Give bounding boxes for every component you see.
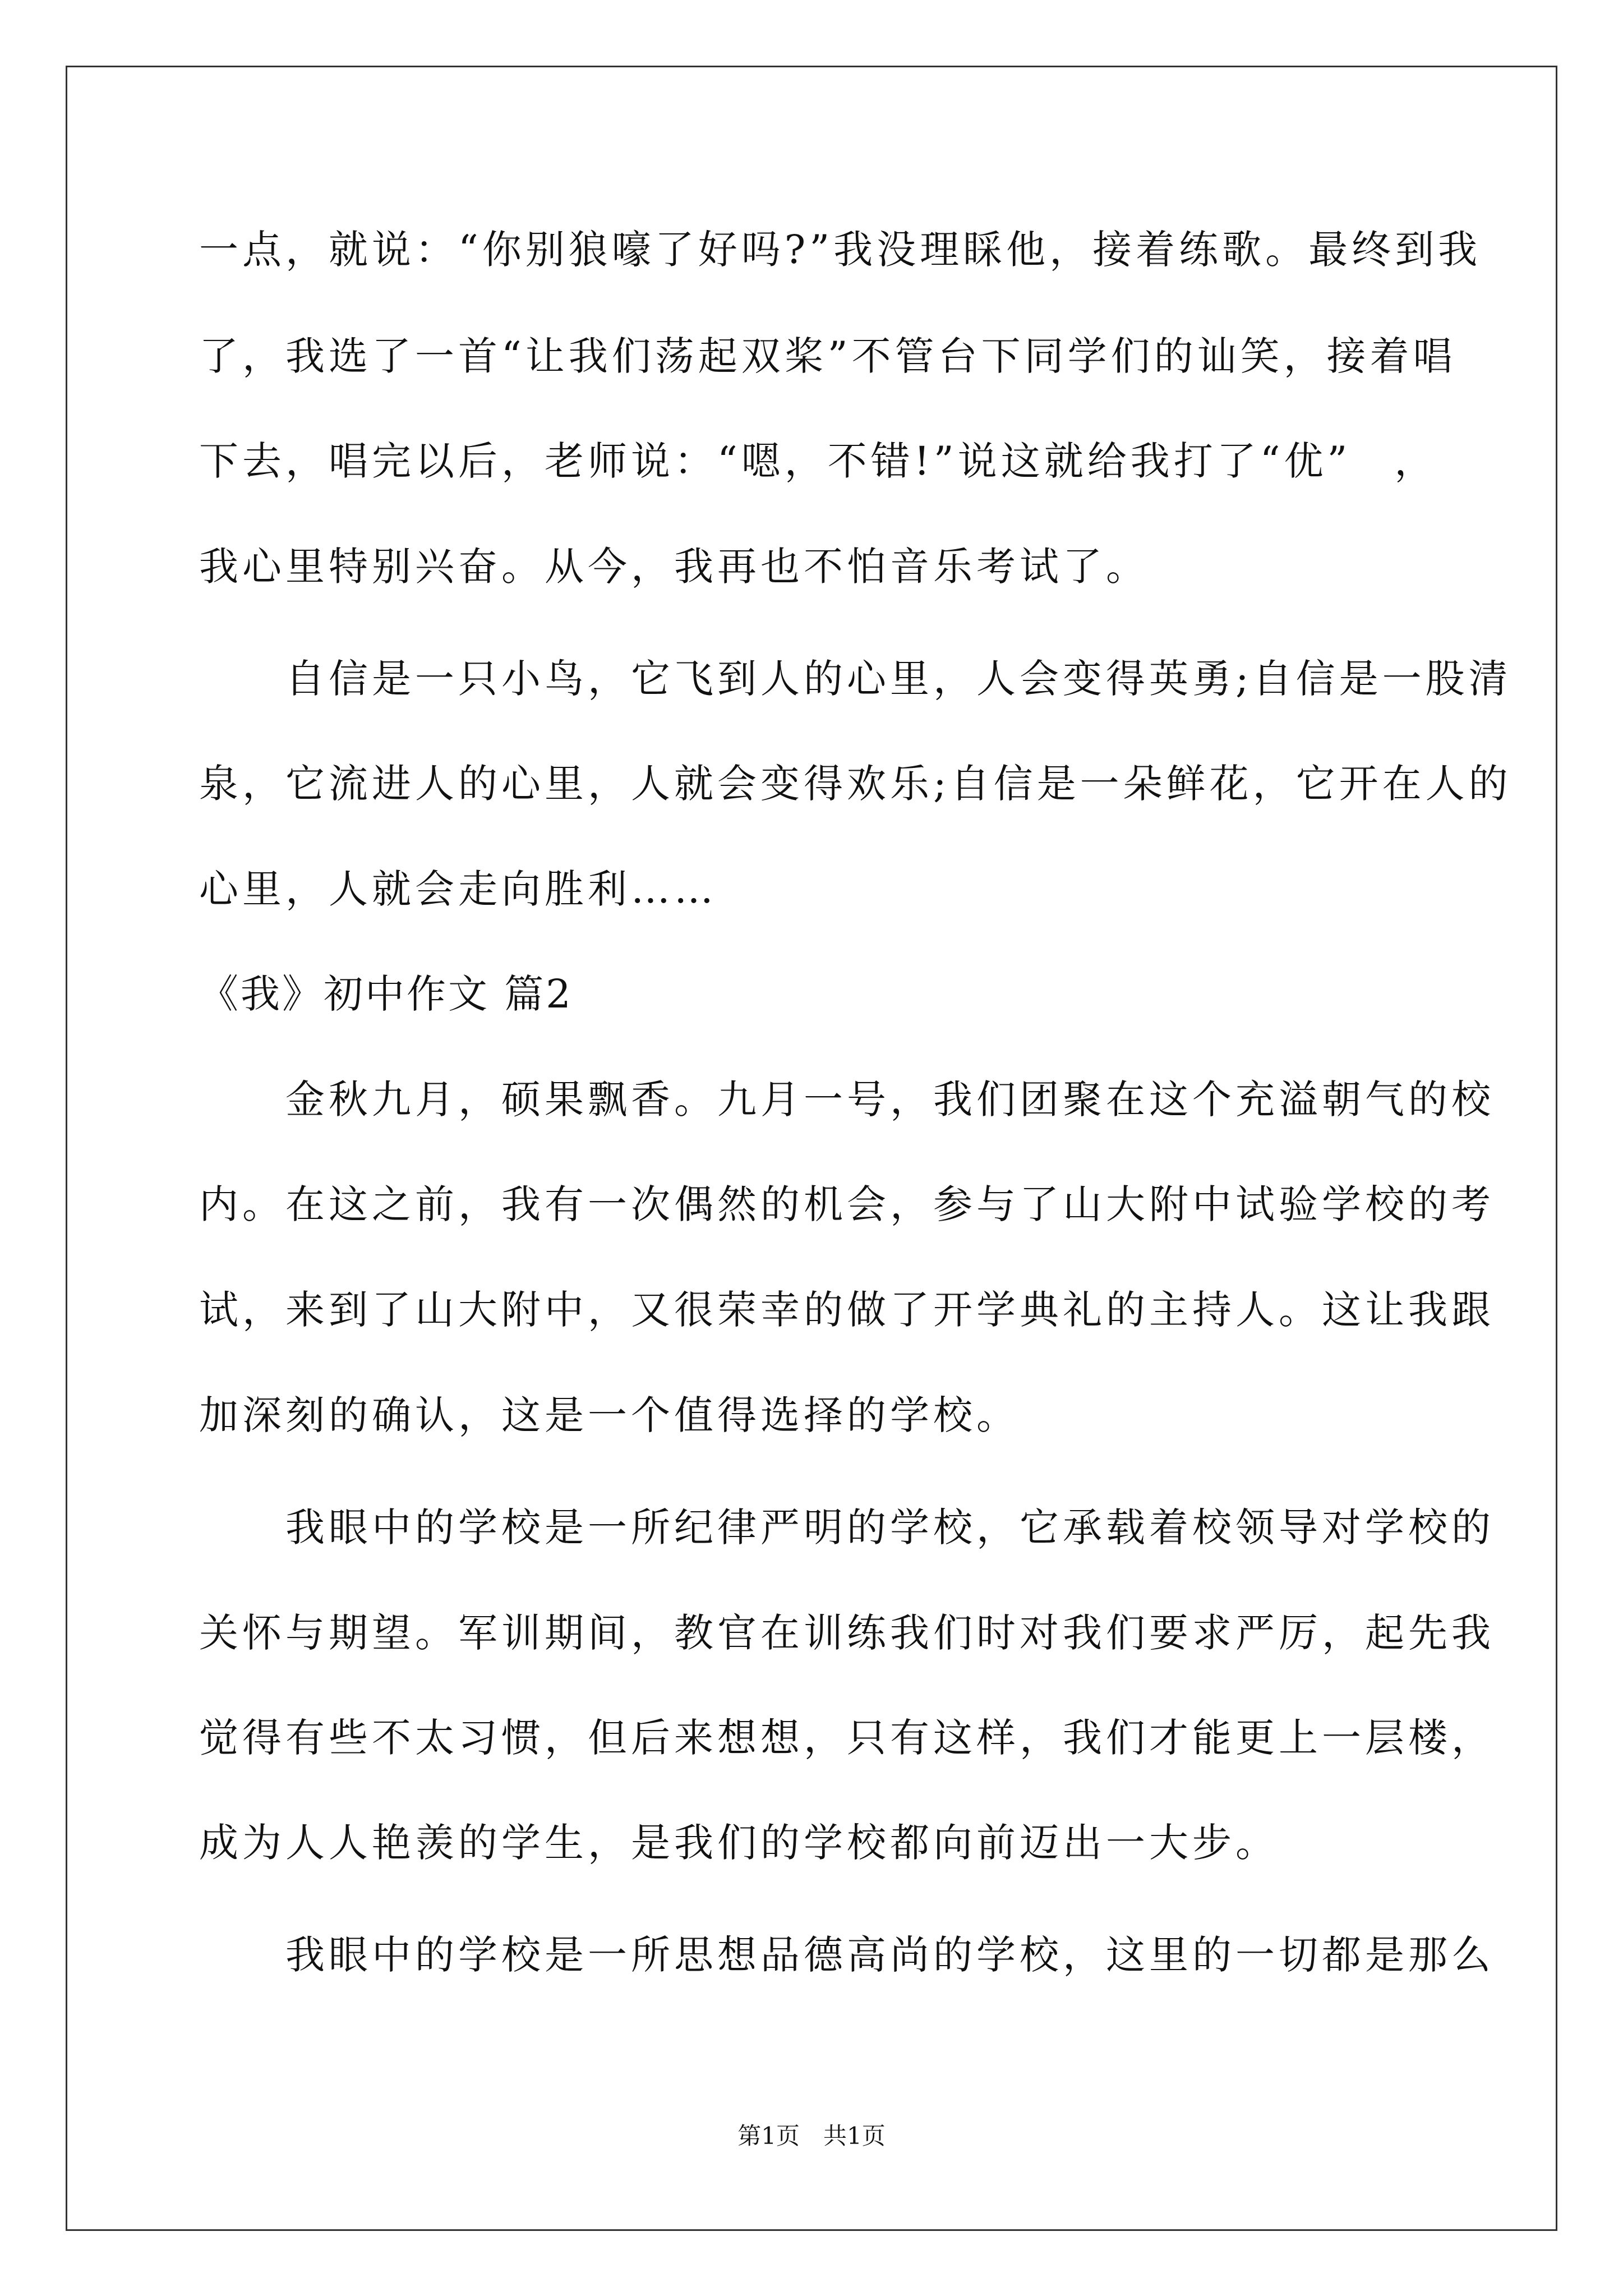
text-line: 心里，人就会走向胜利……	[199, 866, 717, 912]
text-line: 一点，就说：“你别狼嚎了好吗?”我没理睬他，接着练歌。最终到我	[199, 227, 1482, 273]
text-line: 下去，唱完以后，老师说：“嗯，不错!”说这就给我打了“优” ，	[199, 438, 1438, 484]
text-line: 了，我选了一首“让我们荡起双桨”不管台下同学们的讪笑，接着唱	[199, 333, 1456, 379]
text-line: 泉，它流进人的心里，人就会变得欢乐;自信是一朵鲜花，它开在人的	[199, 761, 1512, 807]
text-line: 加深刻的确认，这是一个值得选择的学校。	[199, 1392, 1020, 1438]
text-line: 我眼中的学校是一所思想品德高尚的学校，这里的一切都是那么	[199, 1932, 1495, 1978]
text-line: 关怀与期望。军训期间，教官在训练我们时对我们要求严厉，起先我	[199, 1610, 1495, 1656]
text-line: 我眼中的学校是一所纪律严明的学校，它承载着校领导对学校的	[199, 1504, 1495, 1550]
text-line: 自信是一只小鸟，它飞到人的心里，人会变得英勇;自信是一股清	[199, 656, 1512, 702]
text-line: 试，来到了山大附中，又很荣幸的做了开学典礼的主持人。这让我跟	[199, 1287, 1495, 1333]
text-line: 我心里特别兴奋。从今，我再也不怕音乐考试了。	[199, 544, 1149, 590]
text-line: 成为人人艳羡的学生，是我们的学校都向前迈出一大步。	[199, 1820, 1279, 1866]
text-line: 内。在这之前，我有一次偶然的机会，参与了山大附中试验学校的考	[199, 1181, 1495, 1227]
text-line: 金秋九月，硕果飘香。九月一号，我们团聚在这个充溢朝气的校	[199, 1076, 1495, 1122]
page-footer: 第1页 共1页	[737, 2122, 886, 2150]
section-heading: 《我》初中作文 篇2	[199, 971, 573, 1017]
page-border	[66, 66, 1557, 2231]
text-line: 觉得有些不太习惯，但后来想想，只有这样，我们才能更上一层楼，	[199, 1715, 1495, 1761]
